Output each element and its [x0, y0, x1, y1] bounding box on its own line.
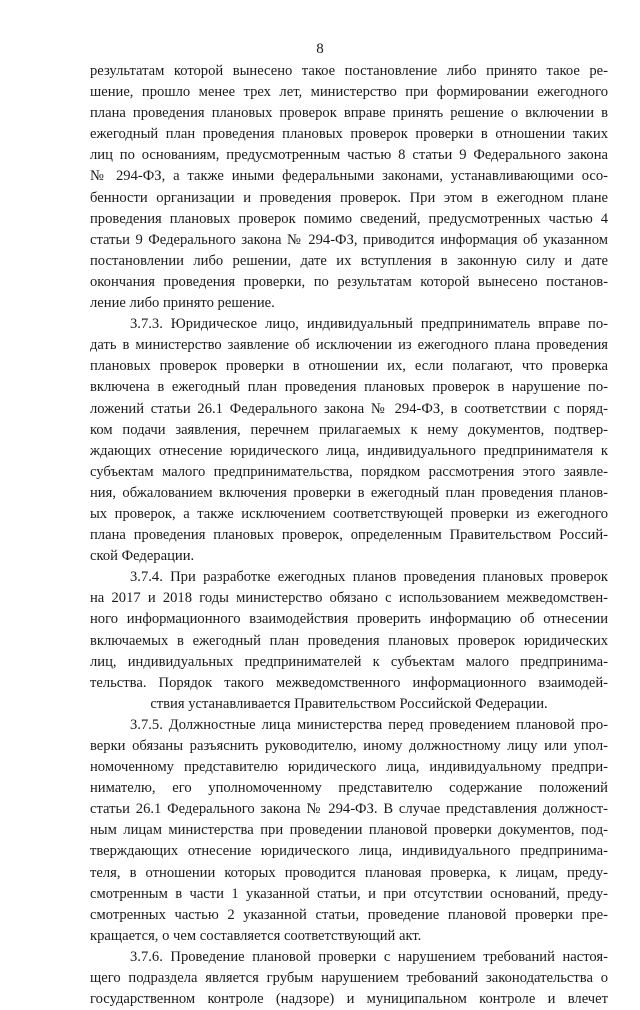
- text-line: ного информационного взаимодействия проверить информацию об отнесении: [90, 611, 608, 628]
- text-line: лиц по основаниям, предусмотренным частью 8 статьи 9 Федерального закона: [90, 147, 608, 164]
- text-line: ложений статьи 26.1 Федерального закона № 294-ФЗ, в соответствии с поряд-: [90, 400, 608, 417]
- text-line: щего подраздела является грубым нарушением требований законодательства о: [90, 970, 608, 987]
- text-line: № 294-ФЗ, а также иными федеральными законами, устанавливающими осо-: [90, 168, 608, 185]
- text-line: бенности организации и проведения проверок. При этом в ежегодном плане: [90, 189, 608, 206]
- text-line: 3.7.3. Юридическое лицо, индивидуальный предприниматель вправе по-: [130, 316, 608, 333]
- text-line: 3.7.5. Должностные лица министерства перед проведением плановой про-: [130, 716, 608, 733]
- paragraph-3-7-5: [90, 715, 608, 947]
- text-line: верки обязаны разъяснить руководителю, иному должностному лицу или упол-: [90, 738, 608, 754]
- text-line: проведения плановых проверок помимо сведений, предусмотренных частью 4: [90, 210, 608, 227]
- text-line: ждающих отнесение юридического лица, индивидуального предпринимателя к: [90, 442, 608, 459]
- text-line: включена в ежегодный план проведения плановых проверок в нарушение по-: [90, 379, 608, 396]
- text-line: окончания проведения проверки, по результатам которой вынесено постанов-: [90, 273, 608, 290]
- text-line: ком подачи заявления, перечнем прилагаемых к нему документов, подтвер-: [90, 421, 608, 438]
- text-line: 3.7.6. Проведение плановой проверки с нарушением требований настоя-: [130, 948, 608, 965]
- document-body: [90, 61, 608, 1010]
- text-line: кращается, о чем составляется соответствующий акт.: [90, 927, 422, 944]
- text-line: на 2017 и 2018 годы министерство обязано с использованием межведомствен-: [90, 590, 608, 607]
- text-line: включаемых в ежегодный план проведения плановых проверок юридических: [90, 632, 608, 649]
- text-line: номоченному представителю юридического лица, индивидуальному предпри-: [90, 759, 608, 776]
- text-line: плановых проверок проверки в отношении их, если полагают, что проверка: [90, 358, 608, 375]
- text-line: смотренным в части 1 указанной статьи, и при отсутствии оснований, преду-: [90, 885, 608, 902]
- text-line: смотренных частью 2 указанной статьи, проведение плановой проверки пре-: [90, 906, 608, 923]
- text-line: постановлении либо решении, дате их вступления в законную силу и дате: [90, 252, 608, 269]
- text-line: шение, прошло менее трех лет, министерство при формировании ежегодного: [90, 84, 608, 101]
- text-line: ление либо принято решение.: [90, 295, 275, 312]
- text-line: ным лицам министерства при проведении плановой проверки документов, под-: [90, 822, 608, 839]
- page-number: 8: [316, 41, 324, 57]
- text-line: лиц, индивидуальных предпринимателей к субъектам малого предпринима-: [90, 653, 608, 670]
- text-line: субъектам малого предпринимательства, порядком рассмотрения этого заявле-: [90, 463, 608, 480]
- text-line: статьи 26.1 Федерального закона № 294-ФЗ. В случае представления должност-: [90, 801, 608, 818]
- text-line: статьи 9 Федерального закона № 294-ФЗ, приводится информация об указанном: [90, 231, 608, 248]
- text-line: тельства. Порядок такого межведомственного информационного взаимодей-: [90, 674, 608, 691]
- text-line: ния, обжалованием включения проверки в ежегодный план проведения планов-: [90, 484, 608, 501]
- text-line: ствия устанавливается Правительством Российской Федерации.: [150, 695, 548, 712]
- text-line: ской Федерации.: [90, 548, 195, 565]
- paragraph-3-7-4: [90, 567, 608, 715]
- text-line: государственном контроле (надзоре) и муниципальном контроле и влечет: [90, 991, 608, 1008]
- text-line: результатам которой вынесено такое постановление либо принято такое ре-: [90, 63, 608, 79]
- text-line: ых проверок, а также исключением соответствующей проверки из ежегодного: [90, 505, 608, 522]
- paragraph-3-7-3: [90, 314, 608, 567]
- paragraph-continued: [90, 61, 608, 314]
- text-line: плана проведения плановых проверок, определенным Правительством Россий-: [90, 527, 608, 544]
- text-line: плана проведения плановых проверок вправе принять решение о включении в: [90, 105, 608, 122]
- text-line: нимателю, его уполномоченному представителю содержание положений: [90, 780, 608, 797]
- text-line: 3.7.4. При разработке ежегодных планов проведения плановых проверок: [130, 569, 608, 586]
- text-line: дать в министерство заявление об исключении из ежегодного плана проведения: [90, 337, 608, 354]
- text-line: ежегодный план проведения плановых проверок проверки в отношении таких: [90, 126, 608, 143]
- text-line: тверждающих отнесение юридического лица, индивидуального предпринима-: [90, 843, 608, 860]
- paragraph-3-7-6: [90, 947, 608, 1010]
- text-line: теля, в отношении которых проводится плановая проверка, к лицам, преду-: [90, 864, 608, 881]
